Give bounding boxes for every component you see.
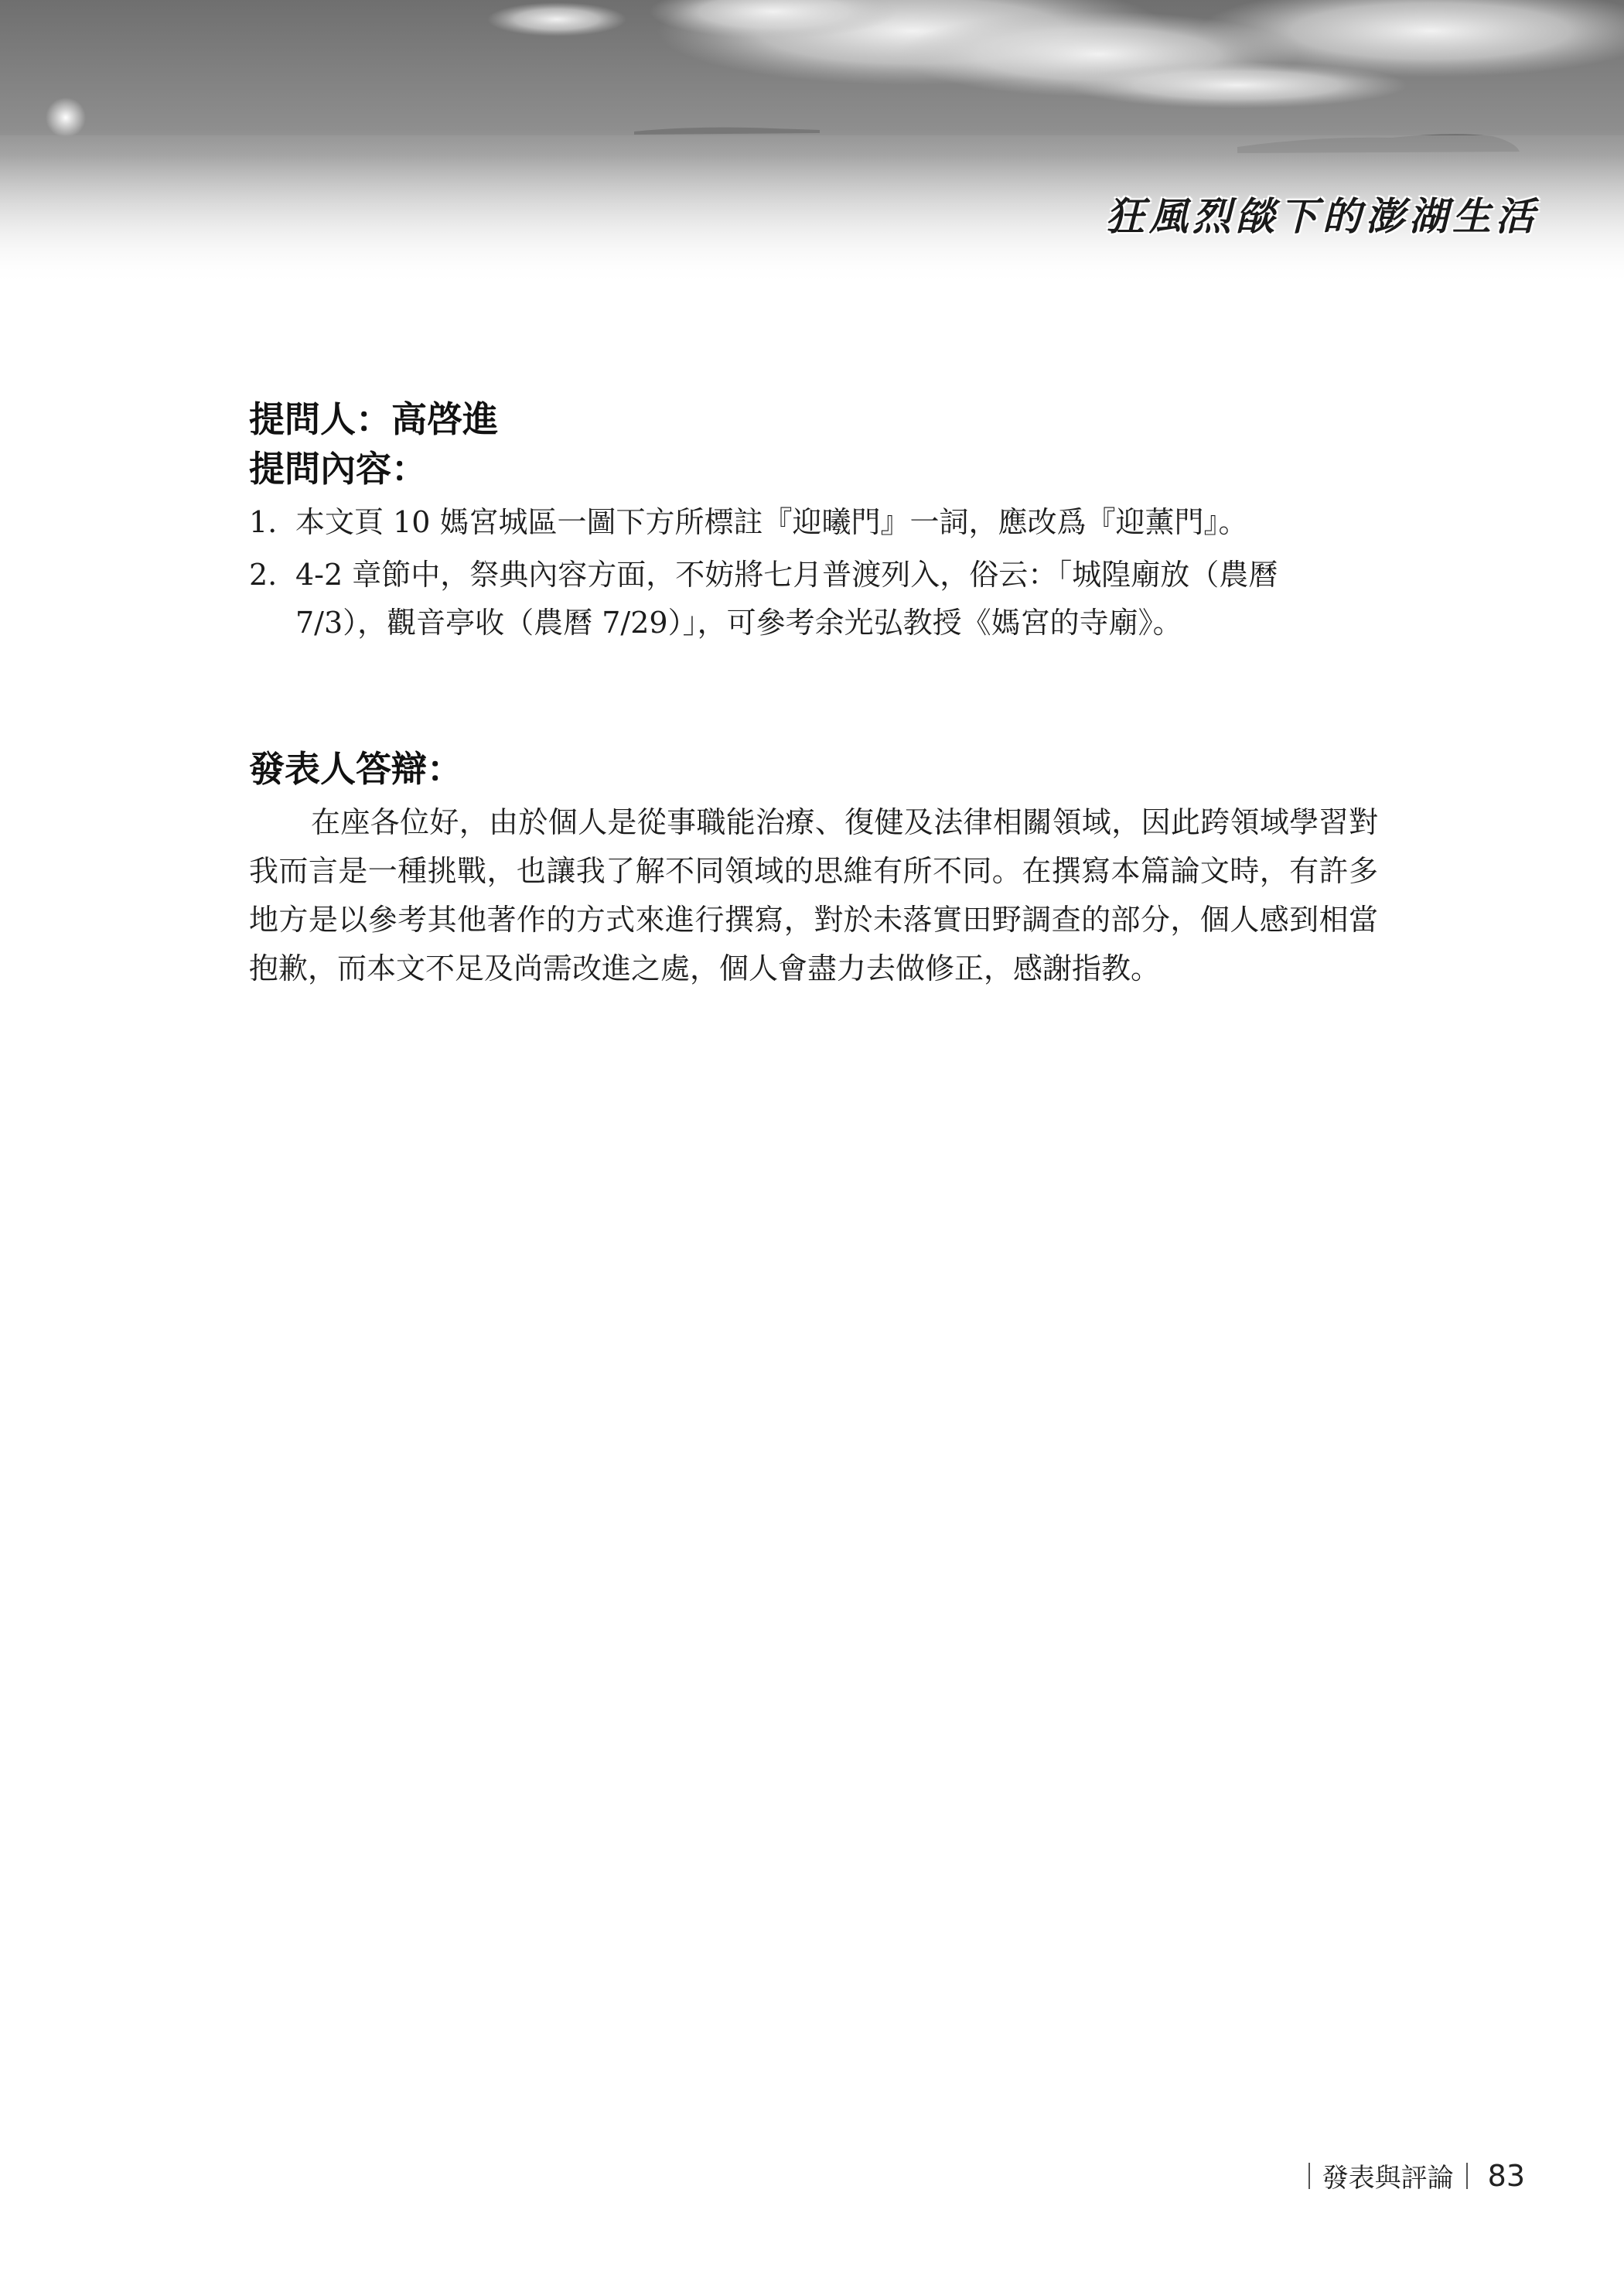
list-item-number: 2.	[249, 558, 278, 592]
response-paragraph: 在座各位好，由於個人是從事職能治療、復健及法律相關領域，因此跨領域學習對我而言是一種挑戰，也讓我了解不同領域的思維有所不同。在撰寫本篇論文時，有許多地方是以參考其他著作的方式來進行撰寫，對於未落實田野調查的部分，個人感到相當抱歉，而本文不足及尚需改進之處，個人會盡力去做修正，感謝指教。	[249, 805, 1378, 985]
list-item-number: 1.	[249, 505, 278, 539]
footer-divider	[1308, 2163, 1310, 2189]
page-footer	[1296, 2157, 1525, 2194]
list-item	[249, 498, 1378, 546]
list-item-text: 本文頁 10 媽宮城區一圖下方所標註『迎曦門』一詞，應改爲『迎薰門』。	[295, 505, 1248, 539]
page-number: 83	[1487, 2158, 1525, 2193]
section-spacer	[249, 651, 1378, 744]
response-heading: 發表人答辯：	[249, 748, 462, 790]
list-item	[249, 551, 1378, 647]
question-list	[249, 498, 1378, 647]
header-banner	[0, 0, 1624, 286]
main-content	[249, 394, 1378, 993]
footer-section-label: 發表與評論	[1322, 2163, 1454, 2194]
list-item-text: 4-2 章節中，祭典內容方面，不妨將七月普渡列入，俗云：「城隍廟放（農曆 7/3），觀音亭收（農曆 7/29）」，可參考余光弘教授《媽宮的寺廟》。	[295, 558, 1278, 640]
footer-divider	[1466, 2163, 1468, 2189]
questioner-heading: 提問人：高啓進	[249, 398, 498, 440]
question-content-heading: 提問內容：	[249, 448, 427, 490]
running-title: 狂風烈燄下的澎湖生活	[1106, 194, 1539, 239]
seascape-photo	[0, 0, 1624, 286]
